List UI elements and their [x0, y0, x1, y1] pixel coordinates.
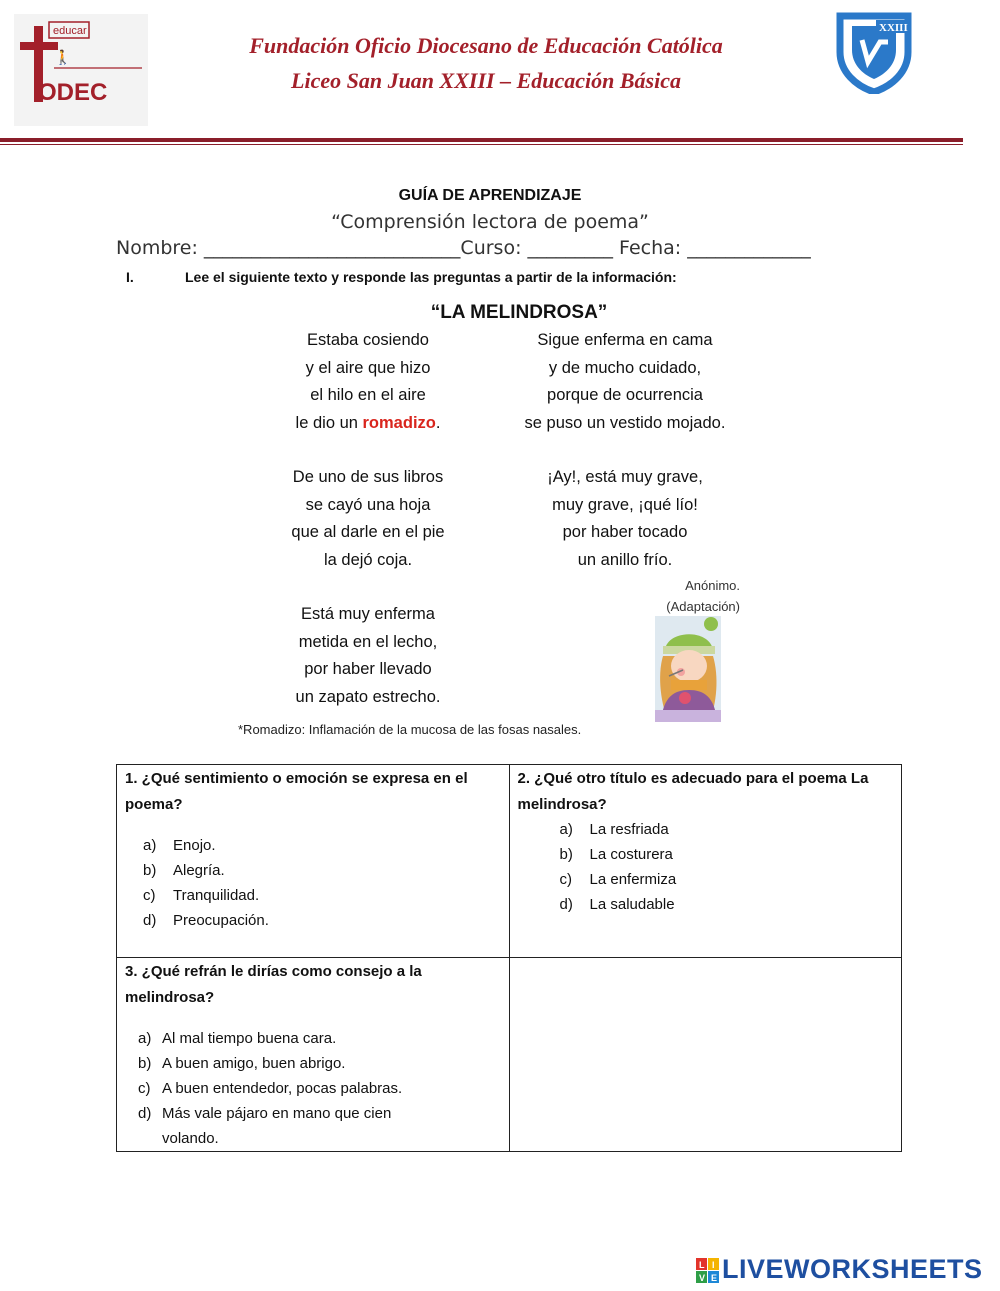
option-text: La resfriada: [589, 821, 669, 838]
option-letter: d): [559, 896, 573, 913]
poem-line: muy grave, ¡qué lío!: [552, 495, 698, 514]
question-1-cell: [117, 765, 510, 958]
option-item[interactable]: [138, 1026, 509, 1051]
badge-letter: L: [699, 1260, 705, 1270]
poem-line: ¡Ay!, está muy grave,: [547, 468, 703, 486]
option-letter: a): [143, 837, 157, 854]
question-1-prompt: 1. ¿Qué sentimiento o emoción se expresa en el poema?: [125, 770, 468, 813]
poem-line: porque de ocurrencia: [547, 386, 703, 404]
educar-text: educar: [53, 25, 87, 37]
option-text: A buen entendedor, pocas palabras.: [162, 1080, 403, 1097]
option-item[interactable]: [143, 833, 509, 858]
shield-numeral: XXIII: [879, 22, 908, 34]
option-text: Preocupación.: [173, 912, 269, 929]
header-divider: [0, 138, 963, 142]
option-text: Alegría.: [173, 862, 225, 879]
option-letter: c): [143, 887, 156, 904]
badge-letter: I: [712, 1260, 715, 1270]
poem-line: el hilo en el aire: [310, 386, 426, 404]
question-3-options: [117, 1026, 509, 1151]
worksheet-heading: GUÍA DE APRENDIZAJE: [398, 187, 582, 204]
option-letter: b): [138, 1055, 152, 1072]
liveworksheets-logo-text[interactable]: LIVEWORKSHEETS: [722, 1254, 983, 1284]
option-letter: d): [143, 912, 157, 929]
option-text: Al mal tiempo buena cara.: [162, 1030, 337, 1047]
odec-text: ODEC: [38, 79, 108, 106]
badge-letter: E: [711, 1273, 718, 1283]
poem-line-end: .: [435, 413, 441, 432]
highlighted-word: romadizo: [362, 413, 436, 432]
poem-line-start: le dio un: [295, 413, 363, 432]
worksheet-subtitle: “Comprensión lectora de poema”: [331, 211, 649, 233]
option-letter: c): [559, 871, 572, 888]
option-letter: c): [138, 1080, 151, 1097]
poem-adaptation-note: (Adaptación): [666, 599, 740, 614]
poem-attribution: [640, 575, 740, 617]
badge-letter: V: [699, 1273, 706, 1283]
option-item[interactable]: [560, 817, 902, 842]
poem-stanza-5: [505, 464, 745, 574]
liveworksheets-badge: [696, 1258, 720, 1289]
poem-line: la dejó coja.: [323, 550, 413, 569]
option-item[interactable]: [138, 1076, 509, 1101]
question-3-prompt: 3. ¿Qué refrán le dirías como consejo a la melindrosa?: [125, 963, 422, 1006]
student-info-line: Nombre: ___________________________Curso: _________ Fecha: _____________: [116, 237, 811, 259]
option-text: Enojo.: [173, 837, 216, 854]
poem-line: se cayó una hoja: [305, 495, 431, 514]
option-text: A buen amigo, buen abrigo.: [162, 1055, 346, 1072]
poem-title: “LA MELINDROSA”: [430, 302, 608, 323]
school-shield-logo: [836, 12, 912, 94]
poem-line: que al darle en el pie: [291, 523, 445, 541]
poem-line: un anillo frío.: [577, 550, 673, 569]
option-text: La costurera: [589, 846, 673, 863]
option-item[interactable]: [138, 1101, 509, 1151]
option-item[interactable]: [560, 842, 902, 867]
option-text: La saludable: [589, 896, 675, 913]
poem-line: [248, 410, 488, 438]
poem-line: y el aire que hizo: [305, 358, 431, 377]
poem-stanza-4: [505, 327, 745, 437]
footnote: *Romadizo: Inflamación de la mucosa de las fosas nasales.: [238, 722, 582, 737]
option-letter: a): [559, 821, 573, 838]
option-item[interactable]: [143, 883, 509, 908]
questions-table: [116, 764, 902, 1152]
question-2-cell: [509, 765, 902, 958]
option-letter: d): [138, 1105, 152, 1122]
question-2-options: [510, 817, 902, 917]
empty-cell: [509, 958, 902, 1152]
option-item[interactable]: [560, 892, 902, 917]
section-number: I.: [126, 269, 134, 285]
option-text: Más vale pájaro en mano que cien volando.: [162, 1105, 392, 1147]
poem-stanza-2: [248, 464, 488, 574]
poem-line: y de mucho cuidado,: [548, 358, 702, 377]
option-text: La enfermiza: [589, 871, 677, 888]
institution-name: Fundación Oficio Diocesano de Educación Católica: [249, 33, 723, 58]
question-3-cell: [117, 958, 510, 1152]
section-instruction: Lee el siguiente texto y responde las preguntas a partir de la información:: [185, 269, 677, 285]
poem-line: metida en el lecho,: [298, 632, 438, 651]
option-letter: b): [143, 862, 157, 879]
option-item[interactable]: [143, 908, 509, 933]
option-item[interactable]: [560, 867, 902, 892]
poem-stanza-3: [248, 601, 488, 711]
option-item[interactable]: [143, 858, 509, 883]
poem-line: un zapato estrecho.: [295, 687, 441, 706]
option-letter: a): [138, 1030, 152, 1047]
option-item[interactable]: [138, 1051, 509, 1076]
poem-line: se puso un vestido mojado.: [524, 413, 726, 432]
header-divider-thin: [0, 144, 963, 145]
svg-text:🚶: 🚶: [54, 50, 72, 66]
poem-line: Sigue enferma en cama: [537, 331, 713, 349]
poem-author: Anónimo.: [685, 578, 740, 593]
question-1-options: [117, 833, 509, 933]
poem-line: De uno de sus libros: [292, 468, 444, 486]
poem-line: por haber tocado: [562, 523, 688, 541]
sick-girl-illustration: [655, 616, 721, 722]
option-letter: b): [559, 846, 573, 863]
option-text: Tranquilidad.: [173, 887, 260, 904]
poem-line: por haber llevado: [304, 660, 432, 678]
school-name: Liceo San Juan XXIII – Educación Básica: [291, 68, 681, 93]
poem-line: Está muy enferma: [301, 605, 435, 623]
poem-stanza-1: [248, 327, 488, 437]
question-2-prompt: 2. ¿Qué otro título es adecuado para el poema La melindrosa?: [517, 770, 869, 813]
poem-line: Estaba cosiendo: [306, 331, 429, 349]
